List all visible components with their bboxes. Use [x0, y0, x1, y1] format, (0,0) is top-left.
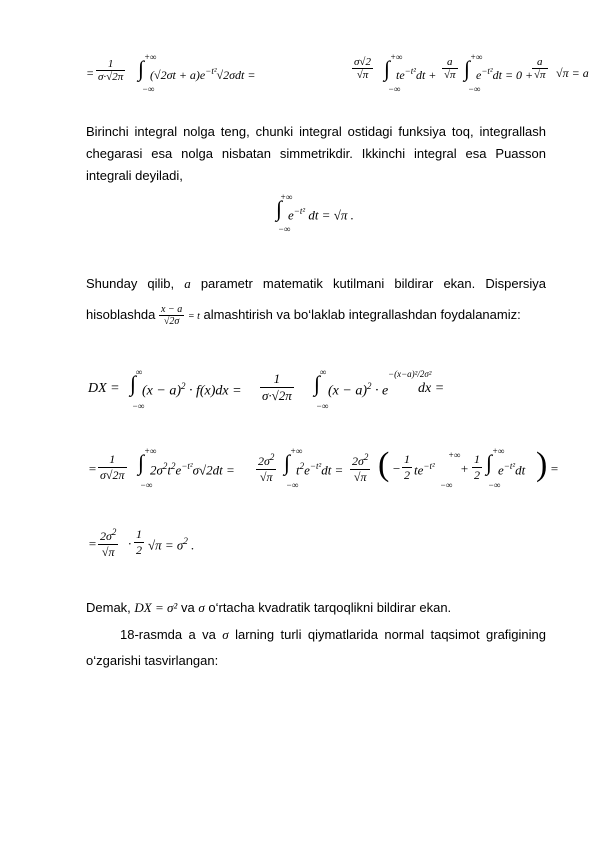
word: grafigining [486, 627, 547, 642]
demak-suffix: o‘rtacha kvadratik tarqoqlikni bildirar ekan. [208, 600, 452, 615]
word: kutilmani [332, 276, 385, 291]
demak-line [86, 598, 451, 618]
word: 18-rasmda [120, 627, 183, 642]
symbol-a: a [184, 276, 191, 291]
sigma-symbol: σ [198, 600, 205, 615]
word: matematik [262, 276, 323, 291]
word: taqsimot [430, 627, 480, 642]
document-page: = $\frac{1}{\sigma\cdot√2\pi}$ ∫ +∞ −∞ $(√2\sigma t + a)e^{-t^2}√2\sigma dt$ = $\frac{\sigma√2}{√\pi}$ ∫ +∞ −∞ $te^{-t^2}dt$ + $\frac{a}{√\pi}$ ∫ +∞ −∞ $e^{-t^2}dt = 0$ + $\frac{a}{√\pi}$ √π = a Birinchi integral nolga teng, chunki integral ostidagi funksiya toq, integrallash chegarasi esa nolga nisbatan simmetrikdir. Ikkinchi integral esa Puasson integrali deyiladi, ∫ +∞ −∞ $e^{-t^2}$ dt = √π . Shunday qilib, a parametr matematik kutilmani bildirar ekan. Dispersiya hisoblashda $\frac{x - a}{√2\sigma}$ = t almashtirish va bo‘laklab integrallashdan foydalanamiz: DX = ∫ ∞ −∞ $(x - a)^2 \cdot f(x)dx$ = $\frac{1}{\sigma\cdot√2\pi}$ ∫ ∞ −∞ $(x - a)^2 \cdot e$ −(x−a)²/2σ² dx = = $\frac{1}{\sigma√2\pi}$ ∫ +∞ −∞ $2\sigma^2t^2e^{-t^2}\sigma√2dt$ = $\frac{2\sigma^2}{√\pi}$ ∫ +∞ −∞ $t^2e^{-t^2}dt$ = $\frac{2\sigma^2}{√\pi}$ ( − $\frac{1}{2}$ $te^{-t^2}$ +∞ −∞ + $\frac{1}{2}$ ∫ +∞ −∞ $e^{-t^2}dt$ ) = = $\frac{2\sigma^2}{√\pi}$ · $\frac{1}{2}$ $√\pi = \sigma^2$ . Demak, DX = σ² va σ o‘rtacha kvadratik tarqoqlikni bildirar ekan. 18-rasmda a va σ larning turli qiymatlarida normal taqsimot grafigining o‘zgarishi tasvirlangan: [0, 0, 595, 842]
sigma-symbol: σ [222, 627, 229, 642]
text-suffix: almashtirish va bo‘laklab integrallashdan foydalanamiz: [203, 306, 521, 322]
text-prefix: hisoblashda [86, 306, 156, 322]
demak-word: Demak, [86, 600, 131, 615]
word: a [188, 627, 196, 642]
paragraph-3-line-1 [120, 627, 546, 643]
substitution-equals: = t [187, 310, 200, 322]
paragraph-1: Birinchi integral nolga teng, chunki integral ostidagi funksiya toq, integrallash chegarasi esa nolga nisbatan simmetrikdir. Ikkinchi integral esa Puasson integrali deyiladi, [86, 124, 546, 183]
word: Shunday [86, 276, 138, 291]
paragraph-3-line-2: o‘zgarishi tasvirlangan: [86, 653, 219, 668]
fraction-denominator: √2σ [163, 316, 180, 327]
fraction-numerator: x − a [161, 304, 183, 315]
word: va [202, 627, 216, 642]
word: normal [384, 627, 425, 642]
paragraph-2-line-2 [86, 304, 521, 327]
paragraph-2-line-1 [86, 276, 546, 292]
word: bildirar [394, 276, 434, 291]
word: qilib, [147, 276, 175, 291]
word: qiymatlarida [307, 627, 378, 642]
word: parametr [200, 276, 253, 291]
word: Dispersiya [485, 276, 547, 291]
dx-formula: DX = σ² [134, 600, 178, 615]
word: turli [280, 627, 302, 642]
va-word: va [180, 600, 195, 615]
word: larning [235, 627, 275, 642]
substitution-fraction [159, 304, 184, 327]
word: ekan. [443, 276, 476, 291]
